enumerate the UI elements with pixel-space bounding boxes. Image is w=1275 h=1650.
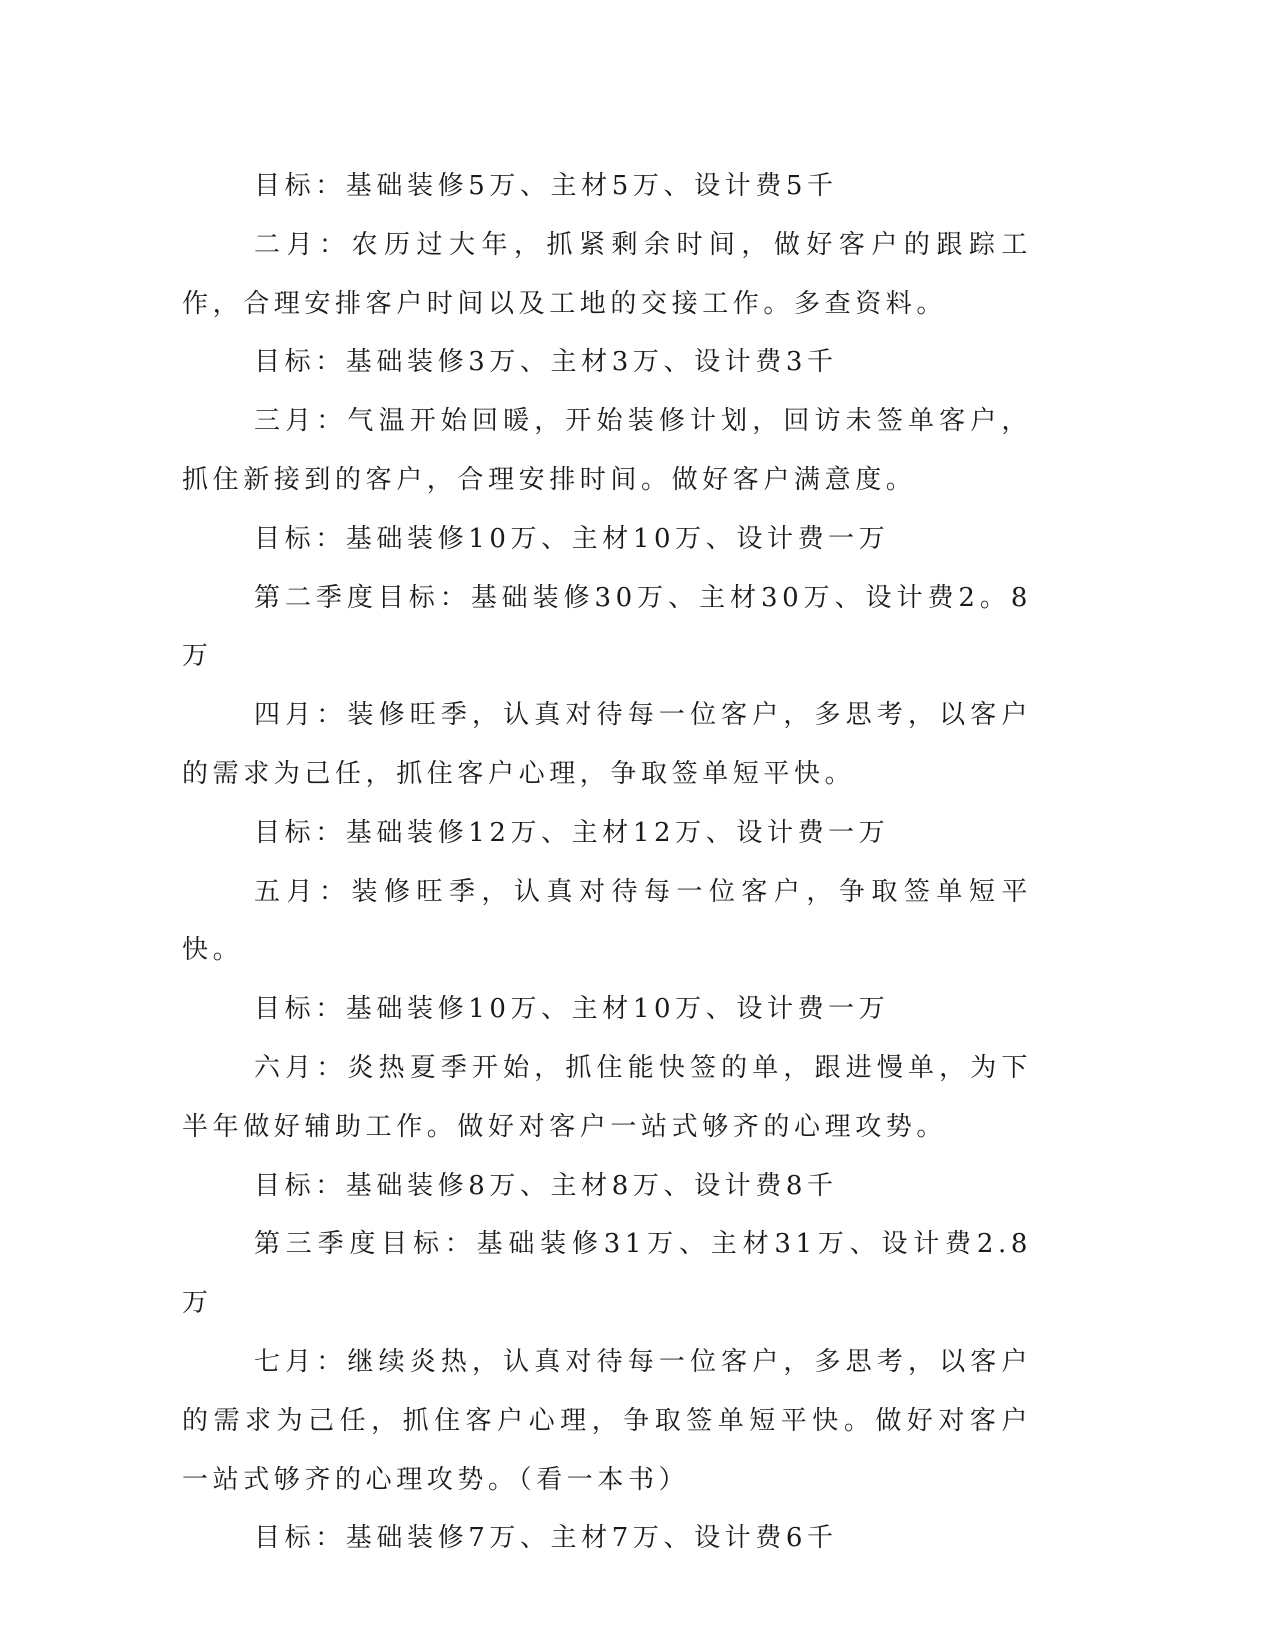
plan-june: 六月：炎热夏季开始，抓住能快签的单，跟进慢单，为下半年做好辅助工作。做好对客户一站式够齐的心理攻势。 [182, 1052, 1032, 1142]
target-q3: 第三季度目标：基础装修31万、主材31万、设计费2.8万 [182, 1229, 1032, 1319]
target-june: 目标：基础装修8万、主材8万、设计费8千 [254, 1170, 838, 1201]
document-body [182, 157, 1032, 1568]
target-may: 目标：基础装修10万、主材10万、设计费一万 [254, 994, 890, 1025]
plan-march: 三月：气温开始回暖，开始装修计划，回访未签单客户，抓住新接到的客户，合理安排时间。做好客户满意度。 [182, 406, 1032, 495]
plan-april: 四月：装修旺季，认真对待每一位客户，多思考，以客户的需求为己任，抓住客户心理，争取签单短平快。 [182, 700, 1032, 789]
target-january: 目标：基础装修5万、主材5万、设计费5千 [254, 171, 838, 201]
plan-february: 二月：农历过大年，抓紧剩余时间，做好客户的跟踪工作，合理安排客户时间以及工地的交接工作。多查资料。 [182, 229, 1032, 319]
plan-may: 五月：装修旺季，认真对待每一位客户，争取签单短平快。 [182, 876, 1032, 966]
target-q2: 第二季度目标：基础装修30万、主材30万、设计费2。8万 [182, 582, 1032, 672]
target-february: 目标：基础装修3万、主材3万、设计费3千 [254, 347, 838, 378]
target-april: 目标：基础装修12万、主材12万、设计费一万 [254, 817, 890, 848]
target-july: 目标：基础装修7万、主材7万、设计费6千 [254, 1523, 838, 1554]
target-march: 目标：基础装修10万、主材10万、设计费一万 [254, 523, 890, 554]
plan-july: 七月：继续炎热，认真对待每一位客户，多思考，以客户的需求为己任，抓住客户心理，争取签单短平快。做好对客户一站式够齐的心理攻势。（看一本书） [182, 1346, 1032, 1495]
